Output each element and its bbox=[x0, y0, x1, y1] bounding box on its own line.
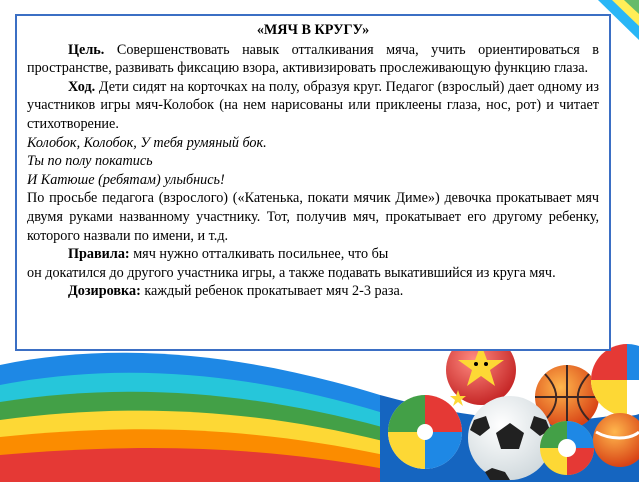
text-card bbox=[15, 14, 611, 351]
poem-line-1: Колобок, Колобок, У тебя румяный бок. bbox=[27, 134, 267, 151]
rules-text: мяч нужно отталкивать посильнее, что бы bbox=[129, 246, 389, 263]
process-text: Дети сидят на корточках на полу, образуя круг. Педагог (взрослый) дает одному из участников игры мяч-Колобок (на нем нарисованы или приклеены глаза, нос, рот) и читает стихотворение. bbox=[27, 78, 599, 132]
rules-paragraph bbox=[27, 245, 599, 264]
goal-paragraph bbox=[27, 41, 599, 78]
poem-line-2: Ты по полу покатись bbox=[27, 153, 153, 170]
process-label: Ход. bbox=[68, 78, 96, 95]
poem-line-3: И Катюше (ребятам) улыбнись! bbox=[27, 171, 225, 188]
rules-label: Правила: bbox=[68, 246, 130, 263]
document-title: «МЯЧ В КРУГУ» bbox=[256, 22, 370, 38]
goal-label: Цель. bbox=[68, 41, 105, 58]
dosage-paragraph bbox=[27, 282, 599, 301]
dosage-label: Дозировка: bbox=[68, 283, 141, 300]
patch-ball bbox=[540, 421, 594, 475]
dosage-text: каждый ребенок прокатывает мяч 2-3 раза. bbox=[140, 283, 404, 300]
process-paragraph bbox=[27, 78, 599, 134]
balls bbox=[388, 335, 639, 480]
beach-ball-right bbox=[591, 344, 639, 416]
goal-text: Совершенствовать навык отталкивания мяча, учить ориентироваться в пространстве, развивать фиксацию взора, активизировать прослеживающую функцию глаза. bbox=[27, 41, 599, 77]
rules-continuation: он докатился до другого участника игры, а также подавать выкатившийся из круга мяч. bbox=[27, 264, 556, 281]
beach-ball-left bbox=[388, 395, 462, 469]
request-paragraph: По просьбе педагога (взрослого) («Катенька, покати мячик Диме») девочка прокатывает мяч двумя руками названному участнику. Тот, получив мяч, прокатывает его другому ребенку, которого назвали по имени, и т.д. bbox=[27, 190, 599, 244]
soccer-ball bbox=[468, 396, 552, 480]
